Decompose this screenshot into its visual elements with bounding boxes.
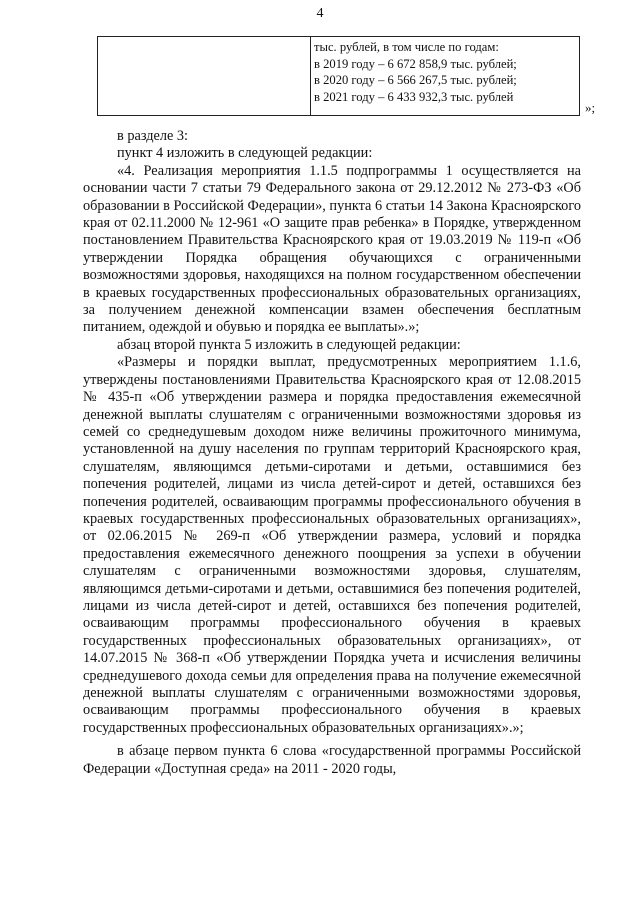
funding-line-2019: в 2019 году – 6 672 858,9 тыс. рублей; [314, 56, 517, 71]
funding-line-2020: в 2020 году – 6 566 267,5 тыс. рублей; [314, 73, 517, 87]
paragraph-item-6-text: в абзаце первом пункта 6 слова «государственной программы Российской Федерации «Доступная среда» на 2011 - 2020 годы, [83, 743, 581, 777]
funding-line-2021: в 2021 году – 6 433 932,3 тыс. рублей [314, 89, 514, 104]
document-body [83, 128, 581, 778]
paragraph-item-4-text: «4. Реализация мероприятия 1.1.5 подпрограммы 1 осуществляется на основании части 7 статьи 79 Федерального закона от 29.12.2012 № 273-ФЗ «Об образовании в Российской Федерации», пункта 6 статьи 14 Закона Красноярского края от 02.11.2000 № 12-961 «О защите прав ребенка» в Порядке, утвержденном постановлением Правительства Красноярского края от 19.03.2019 № 119-п «Об утверждении Порядка обращения обучающихся с ограниченными возможностями здоровья, находящихся на полном государственном обеспечении в краевых государственных профессиональных образовательных организациях, за получением денежной компенсации взамен обеспечения бесплатным питанием, одеждой и обувью и порядка ее выплаты».»; [83, 162, 581, 336]
table-row [98, 37, 580, 116]
page-number: 4 [316, 6, 324, 21]
paragraph-item-5-intro: абзац второй пункта 5 изложить в следующей редакции: [117, 336, 461, 353]
paragraph-section-3: в разделе 3: [117, 128, 189, 144]
paragraph-item-4-intro: пункт 4 изложить в следующей редакции: [117, 145, 373, 162]
funding-line-total: тыс. рублей, в том числе по годам: [314, 40, 499, 54]
funding-table [97, 36, 580, 116]
table-cell-empty [98, 37, 311, 116]
table-cell-funding [311, 37, 580, 116]
paragraph-item-5-text: «Размеры и порядки выплат, предусмотренных мероприятием 1.1.6, утверждены постановлениями Правительства Красноярского края от 12.08.2015 № 435-п «Об утверждении размера и порядка предоставления ежемесячной денежной выплаты слушателям с ограниченными возможностями здоровья из семей со среднедушевым доходом ниже величины прожиточного минимума, установленной на душу населения по группам территорий Красноярского края, слушателям, являющимся детьми-сиротами и детьми, оставшимися без попечения родителей, лицами из числа детей-сирот и детей, оставшихся без попечения родителей, осваивающим программы профессионального обучения в краевых государственных профессиональных образовательных организациях», от 02.06.2015 № 269-п «Об утверждении размера, условий и порядка предоставления ежемесячного денежного поощрения за успехи в обучении слушателям с ограниченными возможностями здоровья, слушателям, являющимся детьми-сиротами и детьми, оставшимися без попечения родителей, лицами из числа детей-сирот и детей, оставшихся без попечения родителей, осваивающим программы профессионального обучения в краевых государственных профессиональных образовательных организациях», от 14.07.2015 № 368-п «Об утверждении Порядка учета и исчисления величины среднедушевого дохода семьи для определения права на получение ежемесячной денежной выплаты слушателям с ограниченными возможностями здоровья, осваивающим программы профессионального обучения в краевых государственных профессиональных образовательных организациях».»; [83, 354, 581, 736]
table-closing-quote: »; [585, 100, 596, 115]
